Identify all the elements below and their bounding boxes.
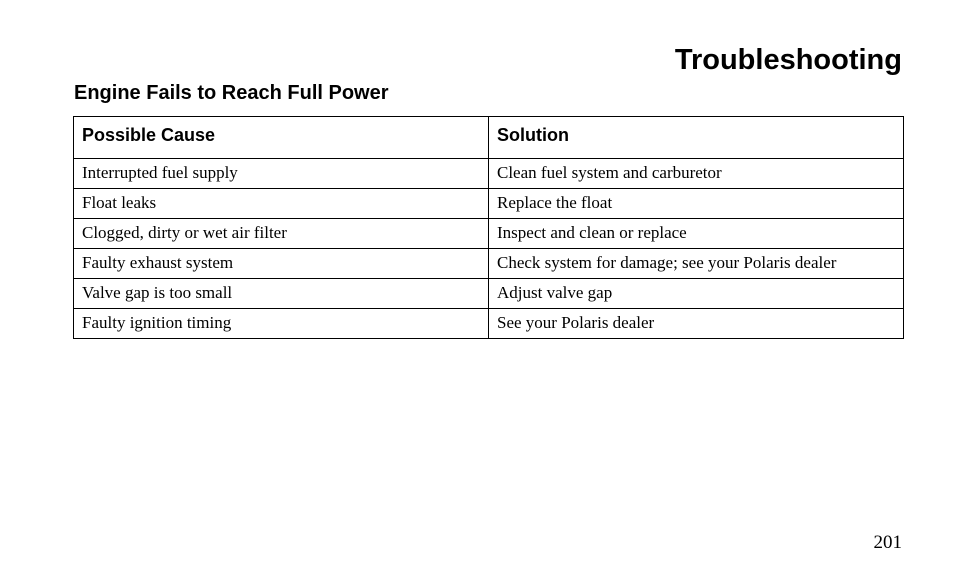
solution-cell: Adjust valve gap [489,279,904,309]
table-header-row [74,117,904,159]
cause-cell: Faulty exhaust system [74,249,489,279]
cause-cell: Clogged, dirty or wet air filter [74,219,489,249]
header-solution: Solution [489,117,904,159]
table-row [74,249,904,279]
cause-cell: Valve gap is too small [74,279,489,309]
solution-cell: Clean fuel system and carburetor [489,159,904,189]
solution-cell: See your Polaris dealer [489,309,904,339]
page-number: 201 [873,532,902,553]
cause-cell: Faulty ignition timing [74,309,489,339]
table-row [74,309,904,339]
table-row [74,219,904,249]
solution-cell: Check system for damage; see your Polaris dealer [489,249,904,279]
table-row [74,279,904,309]
cause-cell: Float leaks [74,189,489,219]
cause-cell: Interrupted fuel supply [74,159,489,189]
section-heading: Engine Fails to Reach Full Power [74,82,389,104]
table-row [74,159,904,189]
solution-cell: Inspect and clean or replace [489,219,904,249]
header-possible-cause: Possible Cause [74,117,489,159]
troubleshooting-table [73,116,904,339]
page-title: Troubleshooting [674,44,902,76]
table-row [74,189,904,219]
solution-cell: Replace the float [489,189,904,219]
